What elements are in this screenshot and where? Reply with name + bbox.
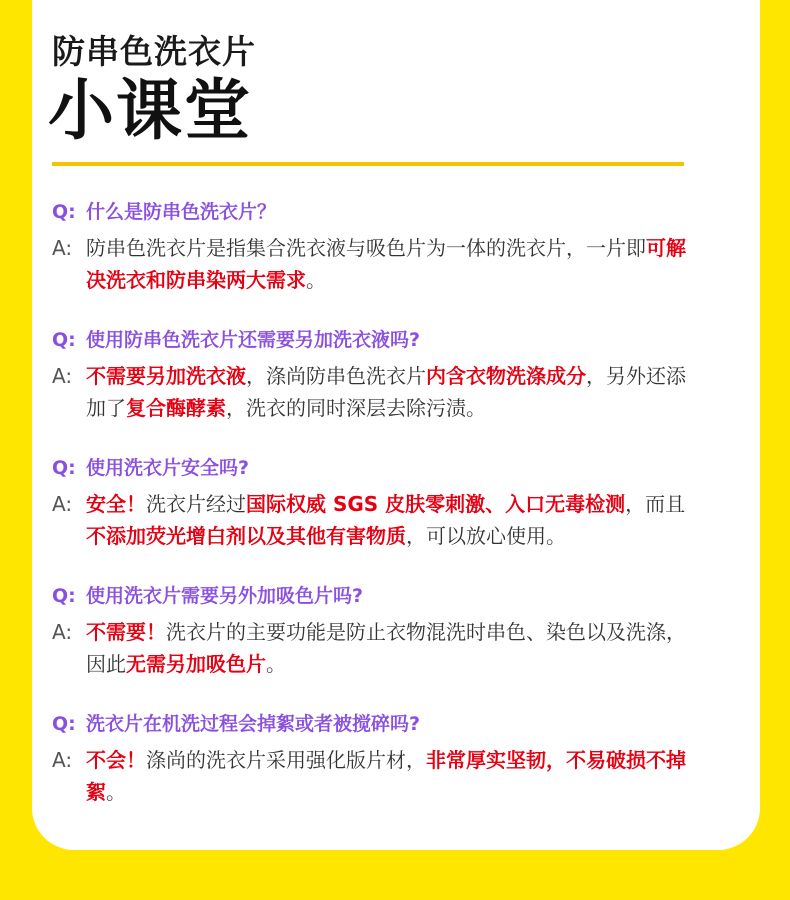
faq-question (52, 324, 692, 356)
question-prefix: Q: (52, 713, 76, 735)
answer-prefix: A: (52, 364, 73, 388)
faq-list (52, 196, 692, 836)
faq-question (52, 708, 692, 740)
answer-text: 洗衣片的主要功能是防止衣物混洗时串色、染色以及洗涤，因此 (86, 620, 686, 676)
faq-item (52, 324, 692, 424)
answer-highlight: 不需要！ (86, 620, 166, 644)
answer-text: ，另外还添加了 (86, 364, 686, 420)
answer-text: ，可以放心使用。 (406, 524, 566, 548)
question-text: 使用防串色洗衣片还需要另加洗衣液吗? (86, 329, 421, 351)
question-prefix: Q: (52, 585, 76, 607)
faq-question (52, 452, 692, 484)
question-prefix: Q: (52, 457, 76, 479)
faq-question (52, 196, 692, 228)
faq-item (52, 708, 692, 808)
answer-text: ，而且 (625, 492, 686, 516)
question-text: 使用洗衣片需要另外加吸色片吗? (86, 585, 364, 607)
answer-highlight: 可解决洗衣和防串染两大需求 (86, 236, 686, 292)
answer-highlight: 国际权威 SGS 皮肤零刺激、入口无毒检测 (246, 492, 626, 516)
answer-body (86, 232, 692, 296)
answer-prefix: A: (52, 748, 73, 772)
faq-answer (52, 232, 692, 296)
answer-text: 。 (266, 652, 286, 676)
faq-item (52, 580, 692, 680)
faq-question (52, 580, 692, 612)
faq-answer (52, 488, 692, 552)
answer-highlight: 非常厚实坚韧，不易破损不掉絮 (86, 748, 686, 804)
question-text: 什么是防串色洗衣片？ (86, 201, 277, 223)
question-prefix: Q: (52, 201, 76, 223)
answer-text: 防串色洗衣片是指集合洗衣液与吸色片为一体的洗衣片，一片即 (86, 236, 646, 260)
question-prefix: Q: (52, 329, 76, 351)
answer-body (86, 488, 692, 552)
faq-answer (52, 744, 692, 808)
answer-prefix: A: (52, 492, 73, 516)
answer-text: 涤尚的洗衣片采用强化版片材， (146, 748, 426, 772)
answer-text: 。 (106, 780, 126, 804)
answer-highlight: 复合酶酵素 (126, 396, 226, 420)
page-subtitle: 防串色洗衣片 (52, 32, 256, 71)
faq-item (52, 196, 692, 296)
answer-highlight: 不会！ (86, 748, 146, 772)
answer-highlight: 不添加荧光增白剂以及其他有害物质 (86, 524, 406, 548)
answer-text: ，洗衣的同时深层去除污渍。 (226, 396, 486, 420)
question-text: 洗衣片在机洗过程会掉絮或者被搅碎吗? (86, 713, 421, 735)
answer-body (86, 360, 692, 424)
answer-highlight: 内含衣物洗涤成分 (426, 364, 586, 388)
answer-prefix: A: (52, 620, 73, 644)
answer-text: 。 (306, 268, 326, 292)
faq-item (52, 452, 692, 552)
faq-answer (52, 616, 692, 680)
answer-body (86, 616, 692, 680)
answer-prefix: A: (52, 236, 73, 260)
faq-answer (52, 360, 692, 424)
answer-highlight: 不需要另加洗衣液 (86, 364, 246, 388)
answer-highlight: 安全！ (86, 492, 146, 516)
answer-body (86, 744, 692, 808)
answer-text: ，涤尚防串色洗衣片 (246, 364, 426, 388)
question-text: 使用洗衣片安全吗? (86, 457, 250, 479)
answer-text: 洗衣片经过 (146, 492, 246, 516)
page-title: 小课堂 (48, 72, 252, 149)
answer-highlight: 无需另加吸色片 (126, 652, 266, 676)
title-divider (52, 162, 684, 166)
